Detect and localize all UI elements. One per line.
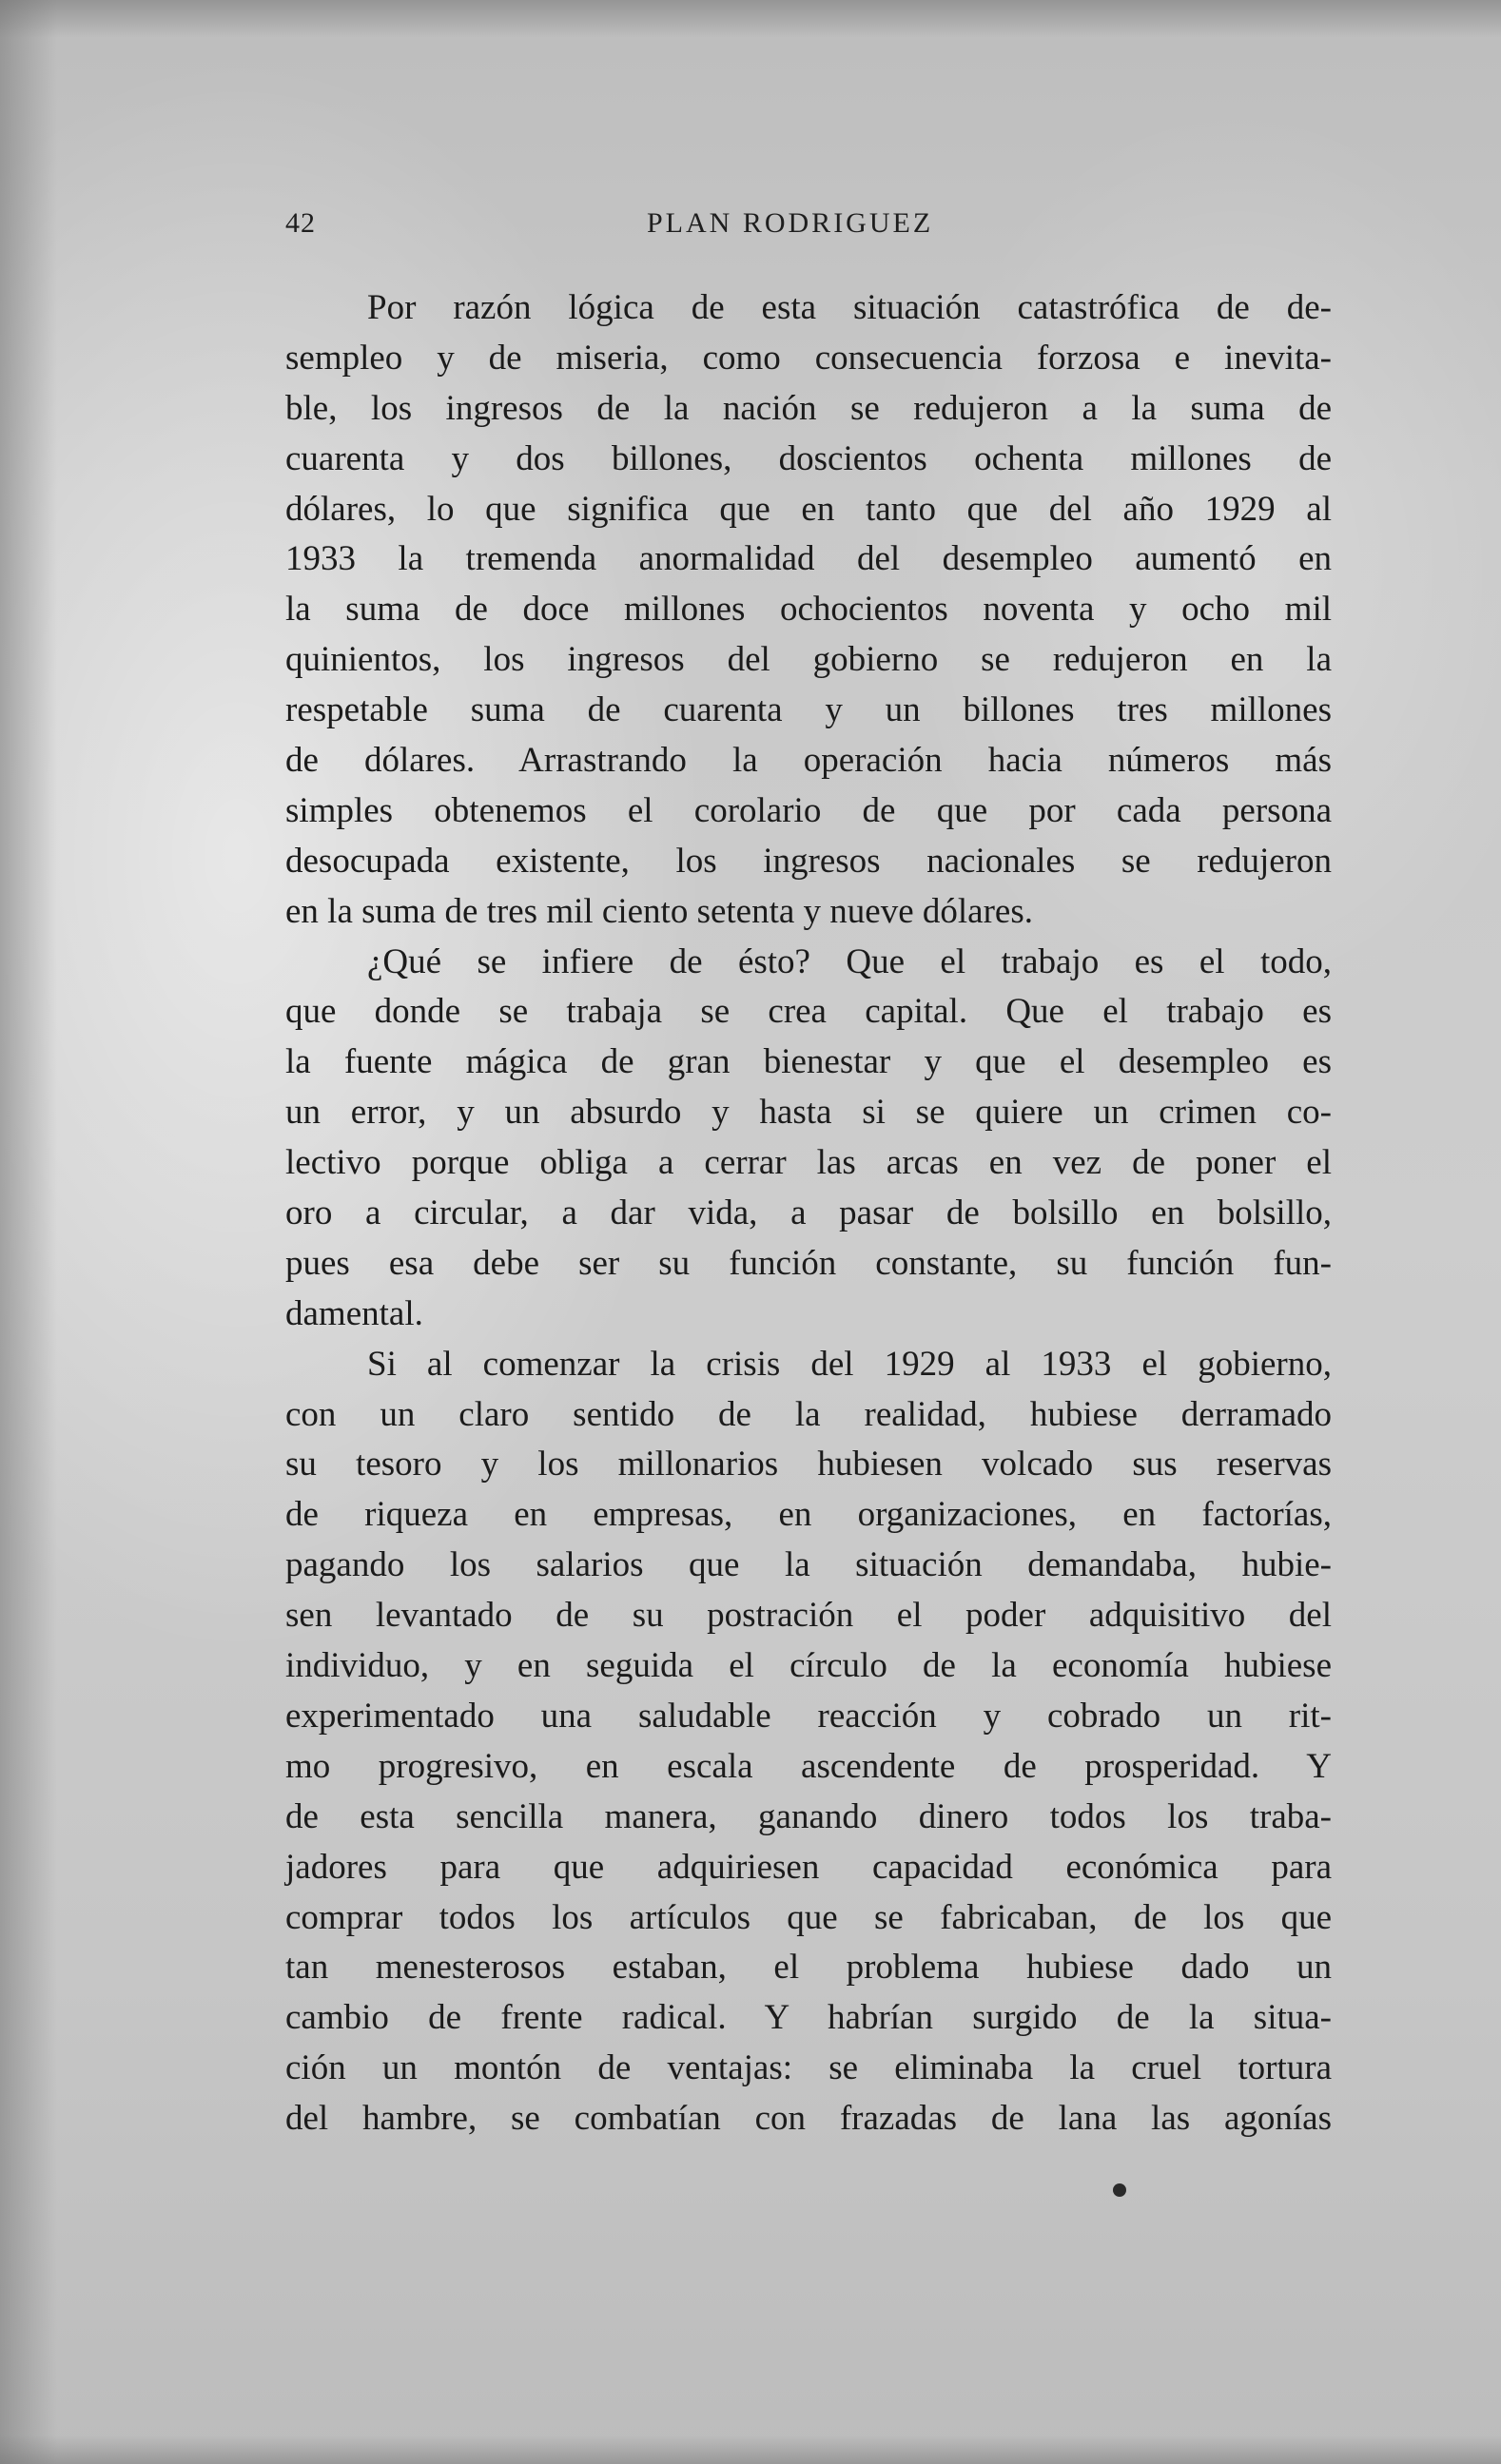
text-line: que donde se trabaja se crea capital. Que el trabajo es xyxy=(285,992,1332,1032)
page-edge-shadow-bottom xyxy=(0,2435,1501,2464)
text-line: pues esa debe ser su función constante, su función fun- xyxy=(285,1243,1332,1283)
text-line: sen levantado de su postración el poder adquisitivo del xyxy=(285,1596,1332,1636)
text-line: ¿Qué se infiere de ésto? Que el trabajo es el todo, xyxy=(367,941,1332,981)
text-line: la fuente mágica de gran bienestar y que el desempleo es xyxy=(285,1042,1332,1082)
text-line: comprar todos los artículos que se fabricaban, de los que xyxy=(285,1897,1332,1937)
text-line: ción un montón de ventajas: se eliminaba la cruel tortura xyxy=(285,2048,1332,2088)
text-line: de riqueza en empresas, en organizaciones, en factorías, xyxy=(285,1495,1332,1535)
page-edge-shadow-top xyxy=(0,0,1501,38)
text-line: de dólares. Arrastrando la operación hacia números más xyxy=(285,741,1332,781)
text-line: dólares, lo que significa que en tanto que del año 1929 al xyxy=(285,489,1332,529)
text-line: cuarenta y dos billones, doscientos ochenta millones de xyxy=(285,438,1332,478)
text-line: mo progresivo, en escala ascendente de prosperidad. Y xyxy=(285,1746,1332,1786)
text-line: lectivo porque obliga a cerrar las arcas en vez de poner el xyxy=(285,1143,1332,1183)
text-line: jadores para que adquiriesen capacidad económica para xyxy=(285,1847,1332,1887)
text-line: la suma de doce millones ochocientos noventa y ocho mil xyxy=(285,590,1332,630)
text-line: quinientos, los ingresos del gobierno se redujeron en la xyxy=(285,640,1332,680)
text-line: damental. xyxy=(285,1293,423,1333)
text-line: experimentado una saludable reacción y cobrado un rit- xyxy=(285,1696,1332,1736)
text-line: ble, los ingresos de la nación se redujeron a la suma de xyxy=(285,388,1332,428)
text-line: cambio de frente radical. Y habrían surgido de la situa- xyxy=(285,1998,1332,2038)
text-line: respetable suma de cuarenta y un billones tres millones xyxy=(285,690,1332,730)
text-line: en la suma de tres mil ciento setenta y nueve dólares. xyxy=(285,891,1033,931)
text-line: su tesoro y los millonarios hubiesen volcado sus reservas xyxy=(285,1445,1332,1484)
text-line: Si al comenzar la crisis del 1929 al 1933 el gobierno, xyxy=(367,1344,1332,1384)
text-line: simples obtenemos el corolario de que por cada persona xyxy=(285,790,1332,830)
ink-speck xyxy=(1113,2183,1126,2197)
text-line: 1933 la tremenda anormalidad del desempleo aumentó en xyxy=(285,539,1332,579)
page-number: 42 xyxy=(285,207,316,239)
text-line: oro a circular, a dar vida, a pasar de bolsillo en bolsillo, xyxy=(285,1193,1332,1233)
text-line: pagando los salarios que la situación demandaba, hubie- xyxy=(285,1545,1332,1585)
page-header xyxy=(285,207,1332,245)
text-line: desocupada existente, los ingresos nacionales se redujeron xyxy=(285,841,1332,881)
running-title: PLAN RODRIGUEZ xyxy=(647,207,934,239)
text-line: un error, y un absurdo y hasta si se quiere un crimen co- xyxy=(285,1093,1332,1133)
text-line: individuo, y en seguida el círculo de la economía hubiese xyxy=(285,1646,1332,1686)
text-line: del hambre, se combatían con frazadas de lana las agonías xyxy=(285,2099,1332,2139)
text-line: sempleo y de miseria, como consecuencia forzosa e inevita- xyxy=(285,338,1332,378)
text-line: con un claro sentido de la realidad, hubiese derramado xyxy=(285,1394,1332,1434)
page-edge-shadow xyxy=(0,0,57,2464)
text-line: tan menesterosos estaban, el problema hubiese dado un xyxy=(285,1948,1332,1988)
text-line: Por razón lógica de esta situación catastrófica de de- xyxy=(367,288,1332,327)
text-line: de esta sencilla manera, ganando dinero todos los traba- xyxy=(285,1796,1332,1836)
body-text xyxy=(285,283,1332,2144)
